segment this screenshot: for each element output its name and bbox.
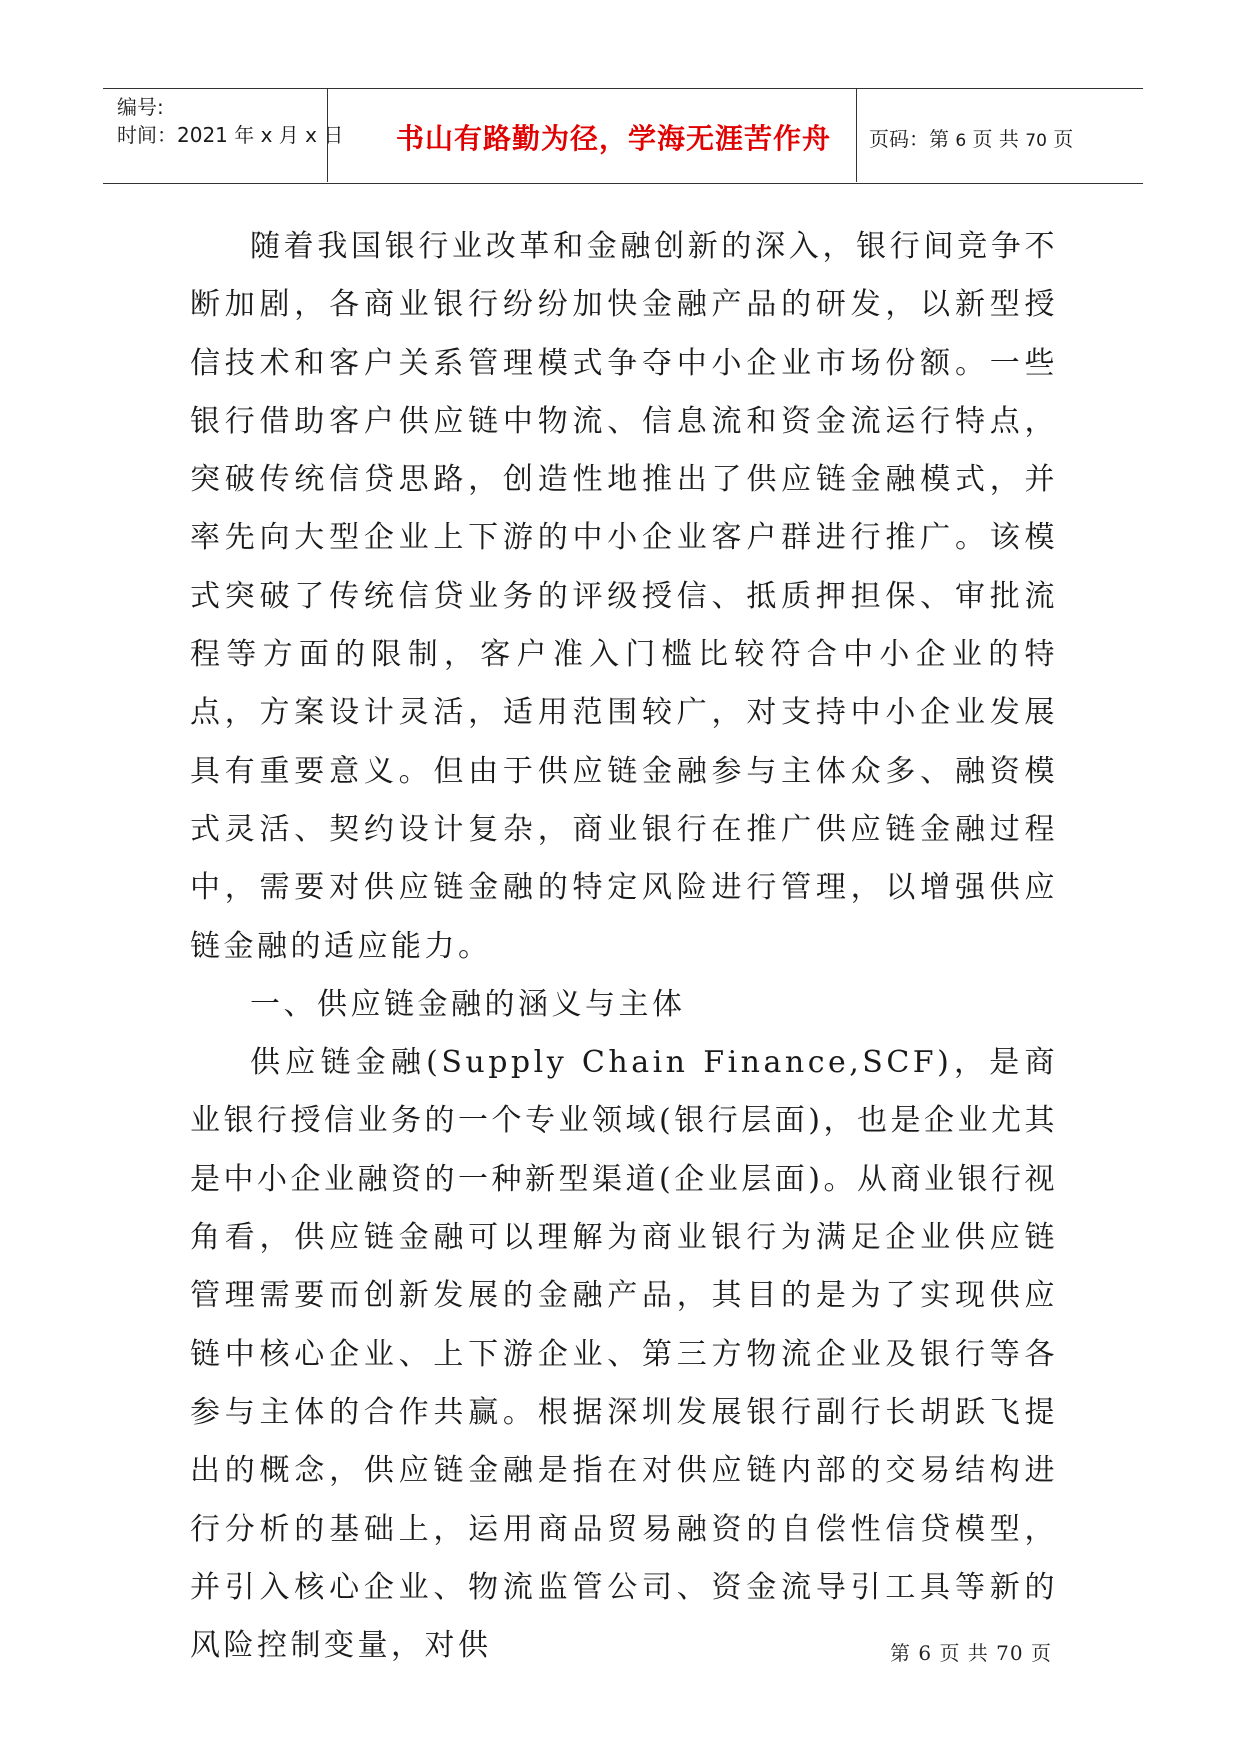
page-total: 70 xyxy=(1025,131,1047,151)
page-prefix: 页码：第 xyxy=(869,127,949,151)
page-suffix: 页 xyxy=(1053,127,1074,151)
section-heading: 一、供应链金融的涵义与主体 xyxy=(250,986,686,1022)
header-page-info xyxy=(869,123,1073,152)
header-meta xyxy=(117,93,343,149)
page-footer: 第 6 页 共 70 页 xyxy=(890,1641,1052,1665)
page-current: 6 xyxy=(955,131,967,151)
page-mid: 页 共 xyxy=(972,127,1019,151)
page-header xyxy=(103,88,1143,184)
serial-label: 编号: xyxy=(117,95,164,119)
header-motto: 书山有路勤为径，学海无涯苦作舟 xyxy=(395,122,831,155)
header-divider xyxy=(327,89,328,182)
header-divider xyxy=(856,89,857,182)
body-paragraph: 供应链金融(Supply Chain Finance,SCF)，是商业银行授信业务的一个专业领域(银行层面)，也是企业尤其是中小企业融资的一种新型渠道(企业层面)。从商业银行视角看，供应链金融可以理解为商业银行为满足企业供应链管理需要而创新发展的金融产品，其目的是为了实现供应链中核心企业、上下游企业、第三方物流企业及银行等各参与主体的合作共赢。根据深圳发展银行副行长胡跃飞提出的概念，供应链金融是指在对供应链内部的交易结构进行分析的基础上，运用商品贸易融资的自偿性信贷模型，并引入核心企业、物流监管公司、资金流导引工具等新的风险控制变量，对供 xyxy=(190,1045,1058,1664)
document-body xyxy=(190,218,1058,1675)
time-label: 时间：2021 年 x 月 x 日 xyxy=(117,123,344,147)
body-paragraph: 随着我国银行业改革和金融创新的深入，银行间竞争不断加剧，各商业银行纷纷加快金融产品的研发，以新型授信技术和客户关系管理模式争夺中小企业市场份额。一些银行借助客户供应链中物流、信息流和资金流运行特点，突破传统信贷思路，创造性地推出了供应链金融模式，并率先向大型企业上下游的中小企业客户群进行推广。该模式突破了传统信贷业务的评级授信、抵质押担保、审批流程等方面的限制，客户准入门槛比较符合中小企业的特点，方案设计灵活，适用范围较广，对支持中小企业发展具有重要意义。但由于供应链金融参与主体众多、融资模式灵活、契约设计复杂，商业银行在推广供应链金融过程中，需要对供应链金融的特定风险进行管理，以增强供应链金融的适应能力。 xyxy=(190,229,1058,964)
